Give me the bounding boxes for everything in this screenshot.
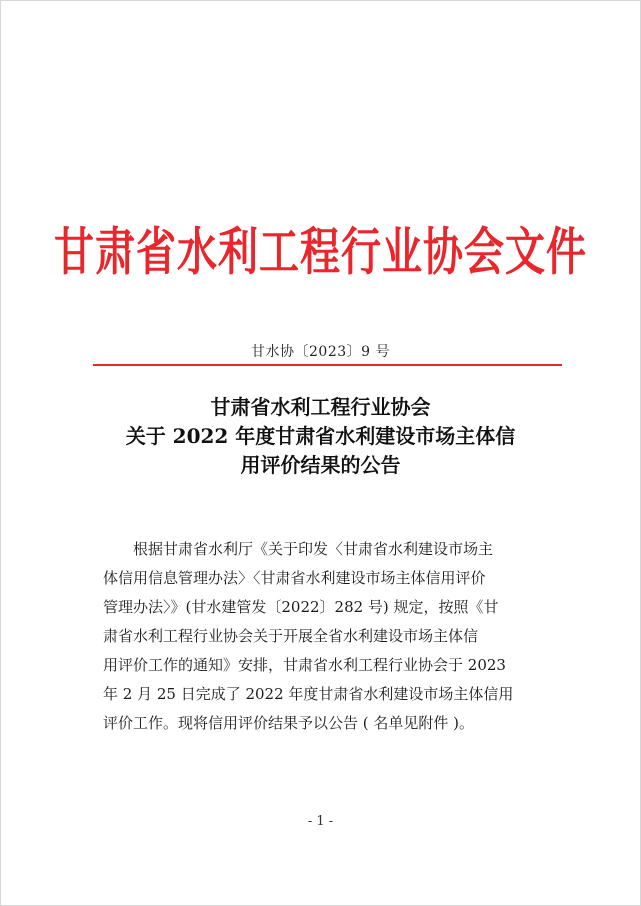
body-line: 年 2 月 25 日完成了 2022 年度甘肃省水利建设市场主体信用	[103, 685, 514, 703]
title-line: 用评价结果的公告	[240, 453, 401, 477]
announcement-title	[0, 393, 641, 480]
document-number: 甘水协〔2023〕9 号	[251, 344, 390, 360]
body-line: 根据甘肃省水利厅《关于印发〈甘肃省水利建设市场主	[133, 540, 494, 558]
page-number: - 1 -	[307, 814, 334, 829]
body-line: 管理办法〉》(甘水建管发〔2022〕282 号) 规定，按照《甘	[103, 598, 499, 616]
body-line: 体信用信息管理办法〉〈甘肃省水利建设市场主体信用评价	[103, 569, 486, 587]
body-paragraph	[103, 535, 553, 738]
body-line: 评价工作。现将信用评价结果予以公告 ( 名单见附件 )。	[103, 714, 475, 732]
document-header-title: 甘肃省水利工程行业协会文件	[54, 223, 587, 283]
body-line: 用评价工作的通知》安排，甘肃省水利工程行业协会于 2023	[103, 656, 506, 674]
red-separator-line	[93, 364, 562, 366]
body-line: 肃省水利工程行业协会关于开展全省水利建设市场主体信	[103, 627, 479, 645]
title-line: 甘肃省水利工程行业协会	[210, 395, 431, 419]
title-line: 关于 2022 年度甘肃省水利建设市场主体信	[125, 424, 516, 448]
